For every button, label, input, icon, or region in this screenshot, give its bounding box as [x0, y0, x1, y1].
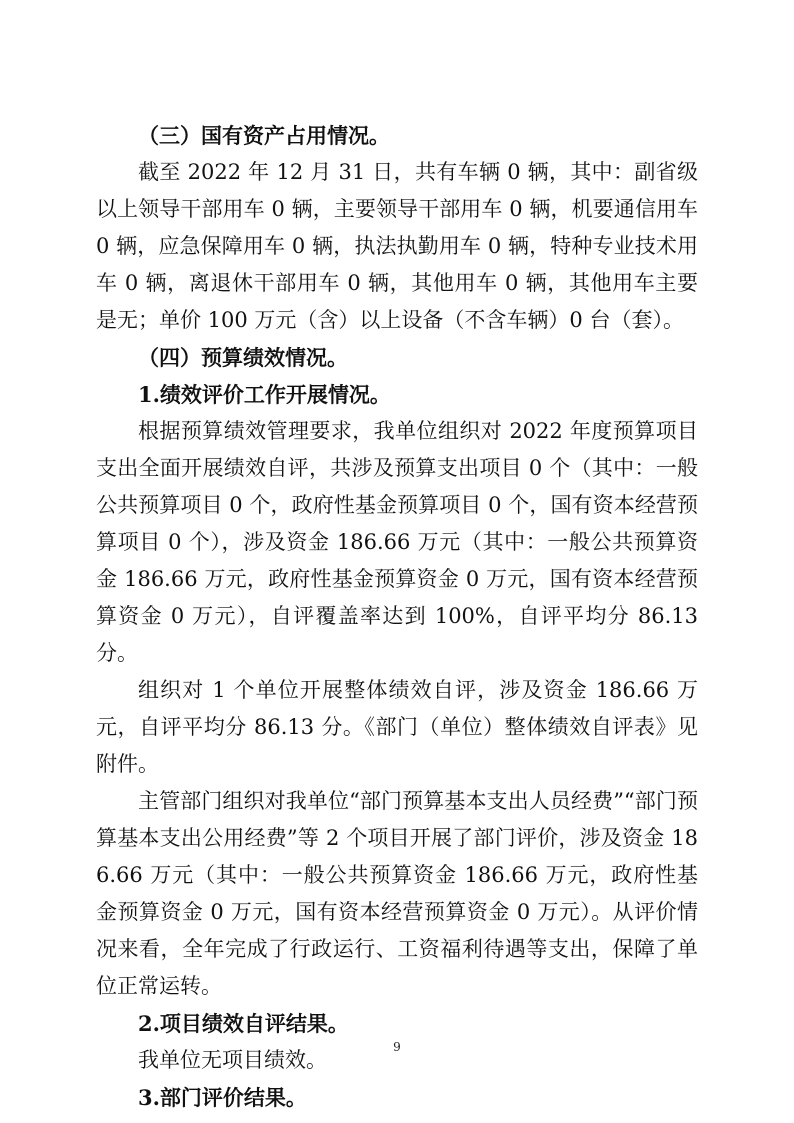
section-heading-asset-usage: （三）国有资产占用情况。 — [138, 123, 390, 148]
subheading-department-results: 3.部门评价结果。 — [138, 1085, 307, 1110]
page-number: 9 — [393, 1040, 401, 1054]
paragraph-department-evaluation: 主管部门组织对我单位“部门预算基本支出人员经费”“部门预算基本支出公用经费”等 2 个项目开展了部门评价，涉及资金 186.66 万元（其中：一般公共预算资金 186.66 万元，政府性基金预算资金 0 万元，国有资本经营预算资金 0 万元）。从评价情况来看，全年完成了行政运行、工资福利待遇等支出，保障了单位正常运转。 — [96, 789, 698, 998]
paragraph-self-evaluation: 根据预算绩效管理要求，我单位组织对 2022 年度预算项目支出全面开展绩效自评，共涉及预算支出项目 0 个（其中：一般公共预算项目 0 个，政府性基金预算项目 0 个，国有资本经营预算项目 0 个），涉及资金 186.66 万元（其中：一般公共预算资金 186.66 万元，政府性基金预算资金 0 万元，国有资本经营预算资金 0 万元），自评覆盖率达到 100%，自评平均分 86.13 分。 — [96, 419, 698, 665]
section-heading-budget-performance: （四）预算绩效情况。 — [138, 345, 348, 370]
document-body — [96, 117, 698, 1116]
paragraph-vehicle-statistics: 截至 2022 年 12 月 31 日，共有车辆 0 辆，其中：副省级以上领导干部用车 0 辆，主要领导干部用车 0 辆，机要通信用车 0 辆，应急保障用车 0 辆，执法执勤用车 0 辆，特种专业技术用车 0 辆，离退休干部用车 0 辆，其他用车 0 辆，其他用车主要是无；单价 100 万元（含）以上设备（不含车辆）0 台（套）。 — [96, 160, 698, 332]
subheading-project-results: 2.项目绩效自评结果。 — [138, 1011, 349, 1036]
subheading-evaluation-work: 1.绩效评价工作开展情况。 — [138, 382, 391, 407]
paragraph-overall-evaluation: 组织对 1 个单位开展整体绩效自评，涉及资金 186.66 万元，自评平均分 86.13 分。《部门（单位）整体绩效自评表》见附件。 — [96, 678, 698, 776]
paragraph-no-project: 我单位无项目绩效。 — [138, 1048, 327, 1072]
